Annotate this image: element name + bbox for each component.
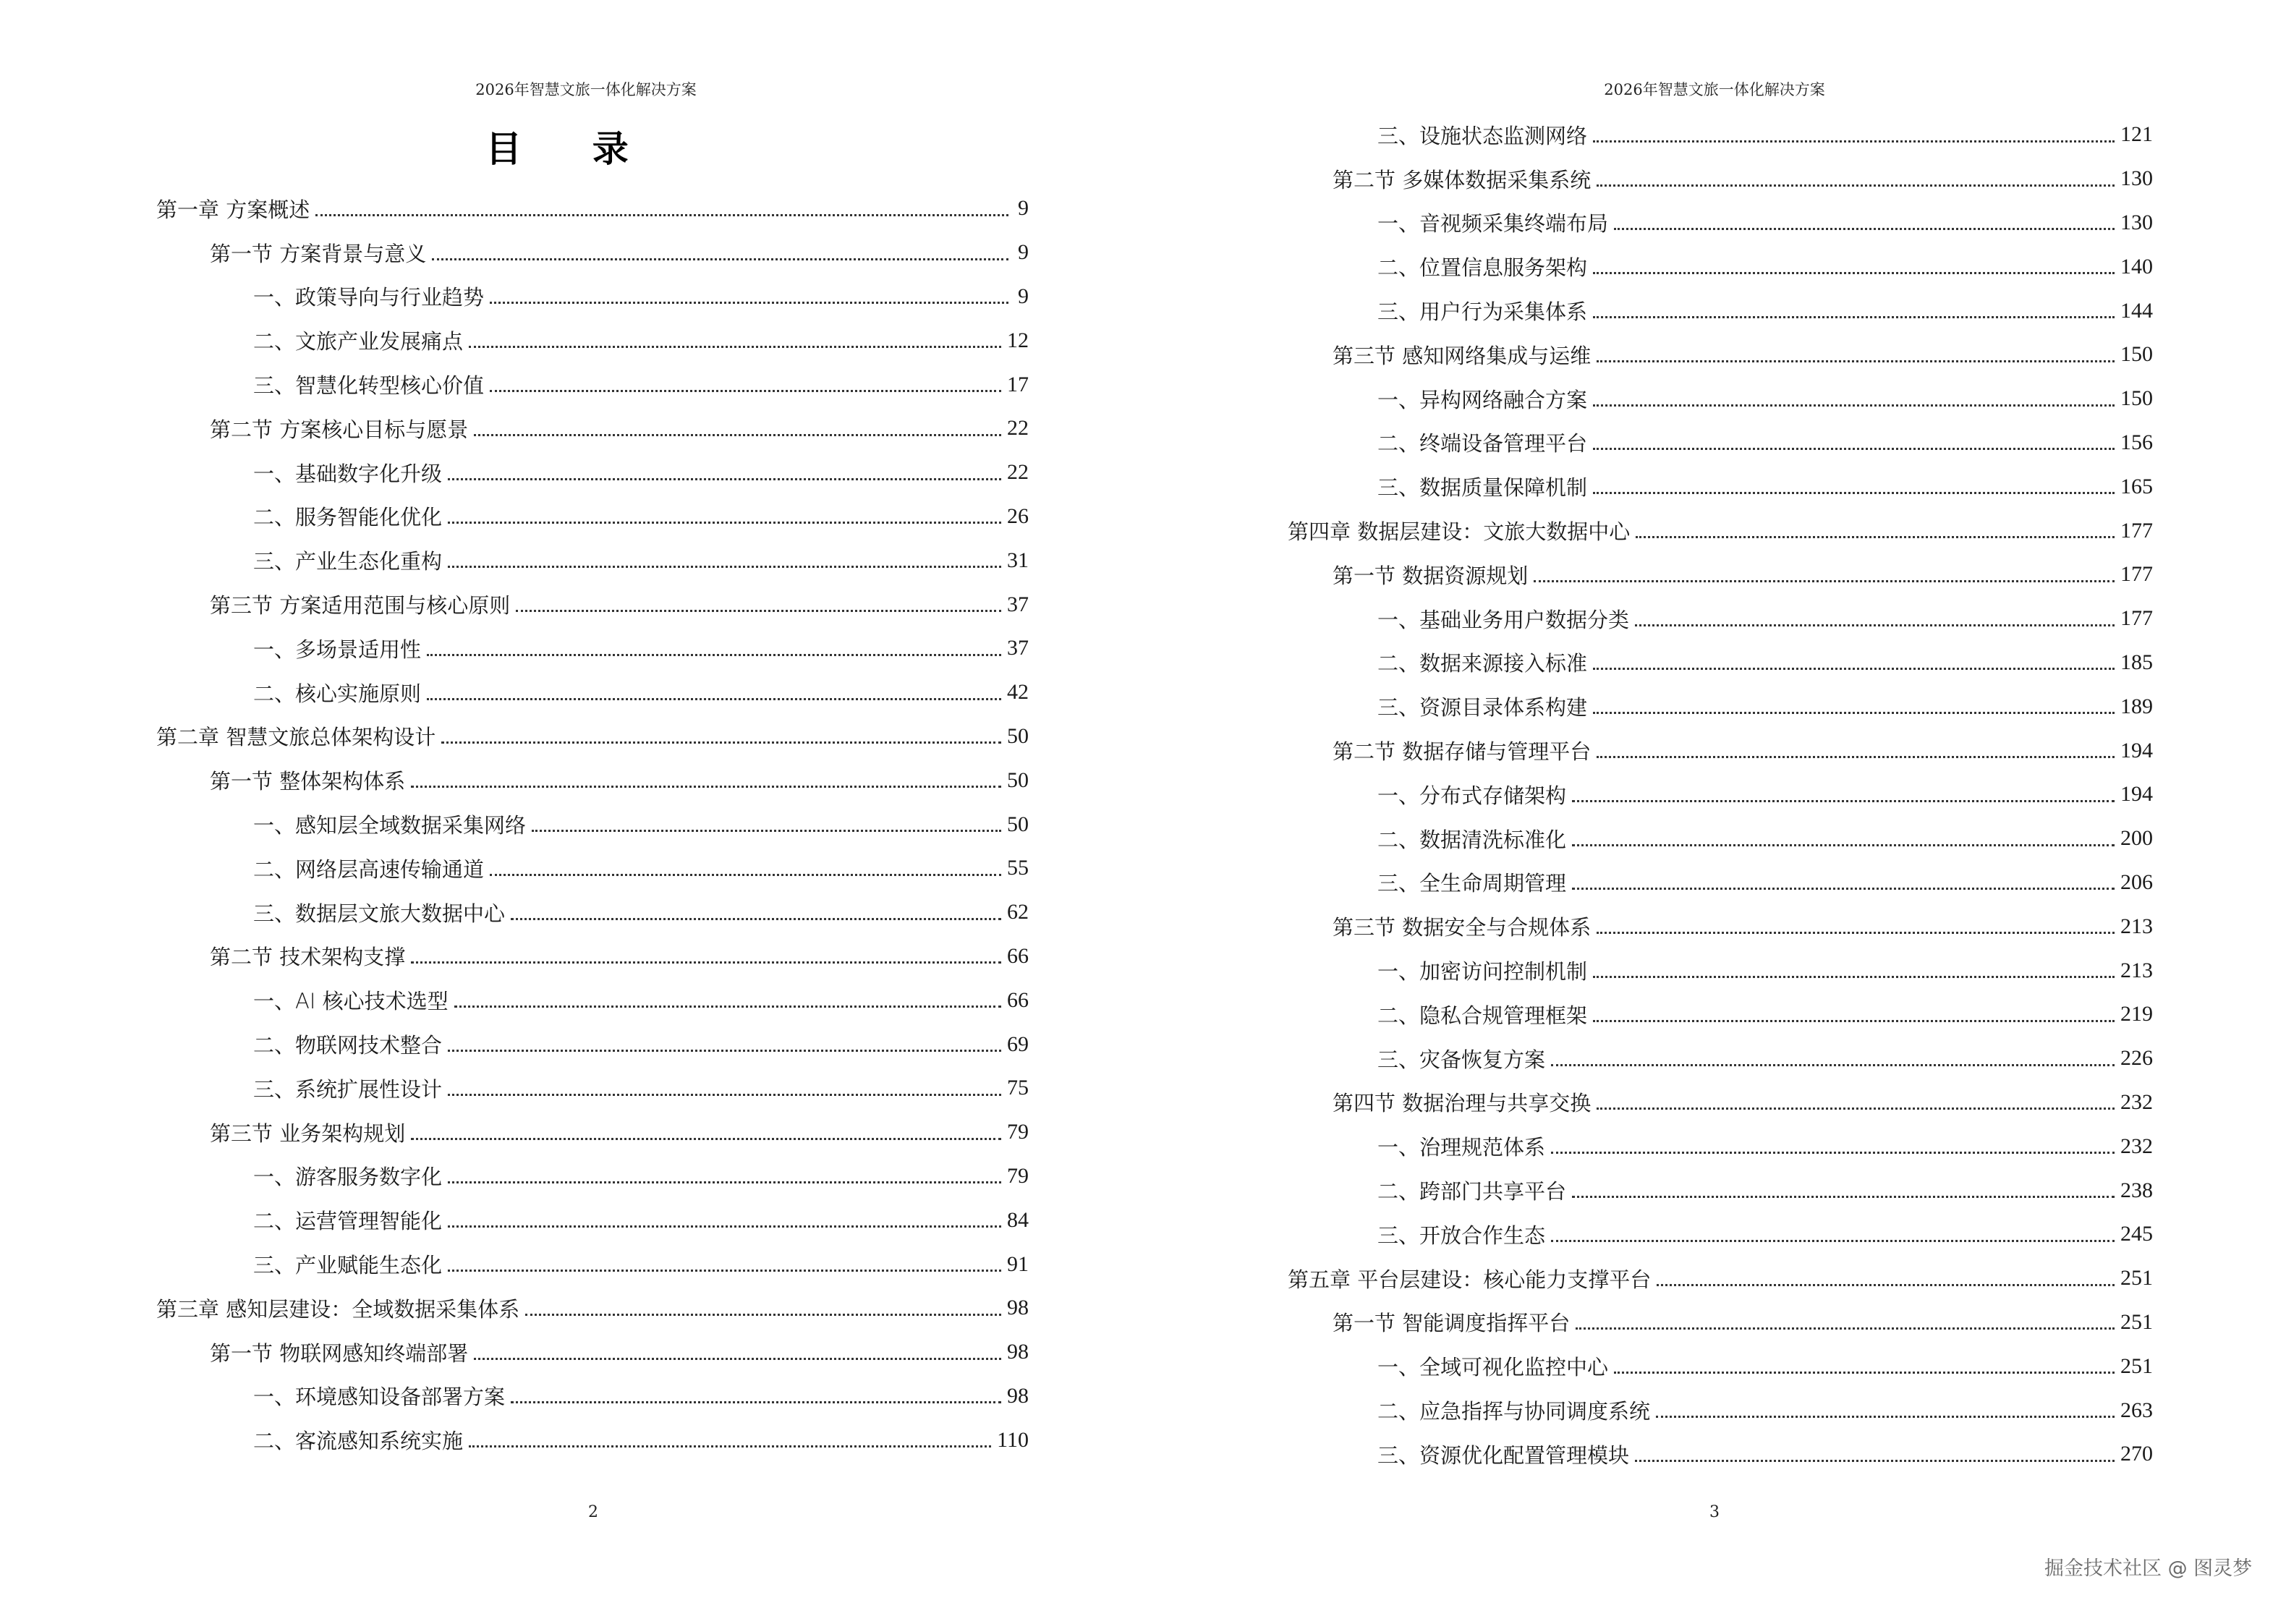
toc-entry-page-number: 177 bbox=[2120, 606, 2153, 631]
dot-leader bbox=[448, 477, 1001, 480]
toc-entry-page-number: 22 bbox=[1007, 416, 1029, 441]
dot-leader bbox=[448, 1093, 1001, 1096]
toc-entry-label: 二、应急指挥与协同调度系统 bbox=[1377, 1399, 1651, 1424]
toc-entry-chapter[interactable] bbox=[1288, 1257, 2153, 1301]
toc-entry-subsection[interactable] bbox=[1288, 464, 2153, 509]
toc-entry-label: 三、设施状态监测网络 bbox=[1377, 123, 1588, 148]
dot-leader bbox=[490, 873, 1001, 876]
toc-entry-subsection[interactable] bbox=[1288, 773, 2153, 817]
toc-entry-page-number: 219 bbox=[2120, 1002, 2153, 1026]
toc-entry-subsection[interactable] bbox=[1288, 1432, 2153, 1476]
toc-entry-page-number: 130 bbox=[2120, 210, 2153, 234]
dot-leader bbox=[1593, 1019, 2115, 1022]
toc-entry-label: 一、全域可视化监控中心 bbox=[1377, 1355, 1609, 1380]
dot-leader bbox=[1534, 579, 2115, 582]
toc-entry-page-number: 31 bbox=[1007, 548, 1029, 572]
toc-entry-section[interactable] bbox=[1288, 553, 2153, 597]
toc-entry-subsection[interactable] bbox=[156, 495, 1029, 539]
toc-entry-subsection[interactable] bbox=[156, 890, 1029, 935]
toc-entry-page-number: 98 bbox=[1007, 1340, 1029, 1364]
toc-entry-section[interactable] bbox=[156, 1330, 1029, 1374]
toc-entry-page-number: 270 bbox=[2120, 1442, 2153, 1466]
toc-entry-label: 第二节 方案核心目标与愿景 bbox=[210, 417, 469, 442]
dot-leader bbox=[490, 389, 1001, 392]
toc-entry-label: 三、产业赋能生态化 bbox=[253, 1253, 443, 1278]
toc-entry-label: 一、基础业务用户数据分类 bbox=[1377, 607, 1630, 632]
dot-leader bbox=[474, 433, 1001, 436]
toc-entry-chapter[interactable] bbox=[156, 715, 1029, 759]
dot-leader bbox=[448, 521, 1001, 524]
toc-entry-label: 二、隐私合规管理框架 bbox=[1377, 1003, 1588, 1028]
toc-entry-page-number: 251 bbox=[2120, 1309, 2153, 1334]
toc-entry-subsection[interactable] bbox=[156, 1242, 1029, 1286]
toc-entry-subsection[interactable] bbox=[156, 318, 1029, 362]
toc-entry-label: 三、数据质量保障机制 bbox=[1377, 475, 1588, 501]
toc-entry-label: 第二节 多媒体数据采集系统 bbox=[1333, 167, 1592, 192]
toc-entry-page-number: 75 bbox=[1007, 1076, 1029, 1100]
toc-entry-subsection[interactable] bbox=[1288, 861, 2153, 905]
toc-entry-label: 第二节 技术架构支撑 bbox=[210, 945, 406, 970]
toc-entry-subsection[interactable] bbox=[156, 1066, 1029, 1110]
toc-entry-subsection[interactable] bbox=[156, 451, 1029, 495]
toc-entry-label: 一、基础数字化升级 bbox=[253, 461, 443, 486]
toc-entry-page-number: 79 bbox=[1007, 1163, 1029, 1188]
toc-entry-label: 第一节 方案背景与意义 bbox=[210, 241, 427, 266]
toc-entry-page-number: 66 bbox=[1007, 987, 1029, 1012]
toc-entry-label: 第一节 物联网感知终端部署 bbox=[210, 1340, 469, 1366]
toc-entry-subsection[interactable] bbox=[156, 846, 1029, 890]
dot-leader bbox=[1593, 491, 2115, 494]
dot-leader bbox=[1572, 799, 2115, 802]
toc-entry-subsection[interactable] bbox=[156, 1418, 1029, 1462]
dot-leader bbox=[1597, 360, 2115, 362]
toc-entry-subsection[interactable] bbox=[156, 538, 1029, 582]
toc-entry-label: 二、终端设备管理平台 bbox=[1377, 431, 1588, 456]
toc-entry-page-number: 98 bbox=[1007, 1296, 1029, 1320]
toc-entry-page-number: 194 bbox=[2120, 782, 2153, 807]
toc-entry-page-number: 232 bbox=[2120, 1089, 2153, 1114]
toc-entry-page-number: 37 bbox=[1007, 636, 1029, 660]
toc-entry-chapter[interactable] bbox=[1288, 509, 2153, 553]
toc-entry-label: 第五章 平台层建设：核心能力支撑平台 bbox=[1288, 1267, 1652, 1292]
toc-entry-subsection[interactable] bbox=[1288, 817, 2153, 861]
toc-entry-label: 三、资源目录体系构建 bbox=[1377, 695, 1588, 720]
dot-leader bbox=[1572, 887, 2115, 890]
toc-entry-subsection[interactable] bbox=[156, 1374, 1029, 1419]
toc-entry-subsection[interactable] bbox=[1288, 684, 2153, 728]
toc-entry-label: 三、产业生态化重构 bbox=[253, 549, 443, 574]
toc-entry-label: 一、政策导向与行业趋势 bbox=[253, 285, 485, 310]
dot-leader bbox=[469, 345, 1001, 348]
toc-entry-page-number: 17 bbox=[1007, 372, 1029, 396]
dot-leader bbox=[516, 609, 1001, 612]
toc-entry-page-number: 12 bbox=[1007, 328, 1029, 352]
toc-entry-page-number: 150 bbox=[2120, 342, 2153, 367]
dot-leader bbox=[315, 213, 1008, 216]
toc-entry-subsection[interactable] bbox=[156, 626, 1029, 671]
toc-entry-subsection[interactable] bbox=[1288, 948, 2153, 992]
dot-leader bbox=[1635, 1459, 2115, 1462]
page-number: 3 bbox=[1709, 1503, 1720, 1521]
toc-entry-page-number: 177 bbox=[2120, 562, 2153, 587]
toc-entry-subsection[interactable] bbox=[1288, 201, 2153, 245]
toc-entry-label: 第三节 数据安全与合规体系 bbox=[1333, 915, 1592, 940]
dot-leader bbox=[1551, 1239, 2115, 1242]
dot-leader bbox=[1572, 843, 2115, 846]
toc-entry-label: 第一章 方案概述 bbox=[156, 197, 310, 222]
toc-entry-label: 第四节 数据治理与共享交换 bbox=[1333, 1091, 1592, 1116]
toc-entry-page-number: 140 bbox=[2120, 254, 2153, 279]
toc-entry-label: 第一节 数据资源规划 bbox=[1333, 563, 1529, 588]
toc-entry-label: 二、文旅产业发展痛点 bbox=[253, 329, 464, 354]
toc-entry-section[interactable] bbox=[156, 231, 1029, 275]
toc-entry-section[interactable] bbox=[1288, 904, 2153, 948]
toc-entry-page-number: 110 bbox=[997, 1427, 1029, 1452]
toc-entry-subsection[interactable] bbox=[156, 671, 1029, 715]
toc-entry-subsection[interactable] bbox=[156, 275, 1029, 319]
toc-entry-chapter[interactable] bbox=[156, 187, 1029, 231]
toc-entry-page-number: 206 bbox=[2120, 870, 2153, 894]
toc-entry-subsection[interactable] bbox=[156, 362, 1029, 407]
dot-leader bbox=[411, 785, 1001, 788]
toc-entry-page-number: 165 bbox=[2120, 474, 2153, 498]
toc-entry-section[interactable] bbox=[156, 1110, 1029, 1155]
toc-entry-label: 一、加密访问控制机制 bbox=[1377, 959, 1588, 985]
toc-entry-page-number: 62 bbox=[1007, 900, 1029, 924]
toc-entry-label: 一、治理规范体系 bbox=[1377, 1135, 1546, 1160]
toc-entry-label: 第四章 数据层建设：文旅大数据中心 bbox=[1288, 519, 1631, 545]
toc-entry-section[interactable] bbox=[156, 935, 1029, 979]
dot-leader bbox=[474, 1357, 1001, 1360]
dot-leader bbox=[427, 697, 1001, 700]
toc-entry-label: 第二节 数据存储与管理平台 bbox=[1333, 739, 1592, 765]
dot-leader bbox=[1551, 1063, 2115, 1066]
toc-entry-label: 三、系统扩展性设计 bbox=[253, 1076, 443, 1102]
toc-entry-page-number: 98 bbox=[1007, 1383, 1029, 1408]
toc-entry-label: 三、资源优化配置管理模块 bbox=[1377, 1442, 1630, 1468]
toc-entry-page-number: 156 bbox=[2120, 430, 2153, 454]
dot-leader bbox=[454, 1005, 1001, 1008]
toc-entry-subsection[interactable] bbox=[156, 802, 1029, 846]
toc-entry-label: 一、游客服务数字化 bbox=[253, 1165, 443, 1190]
toc-entry-label: 第二章 智慧文旅总体架构设计 bbox=[156, 725, 436, 750]
toc-entry-page-number: 9 bbox=[1018, 196, 1029, 221]
toc-entry-section[interactable] bbox=[1288, 157, 2153, 201]
toc-entry-label: 二、位置信息服务架构 bbox=[1377, 255, 1588, 281]
toc-entry-section[interactable] bbox=[156, 758, 1029, 802]
watermark: 掘金技术社区 @ 图灵梦 bbox=[2044, 1557, 2253, 1580]
toc-entry-label: 第三节 方案适用范围与核心原则 bbox=[210, 593, 511, 618]
toc-entry-section[interactable] bbox=[156, 407, 1029, 451]
toc-entry-subsection[interactable] bbox=[1288, 289, 2153, 333]
toc-entry-page-number: 84 bbox=[1007, 1207, 1029, 1232]
toc-entry-label: 第三章 感知层建设：全域数据采集体系 bbox=[156, 1296, 520, 1322]
dot-leader bbox=[1597, 931, 2115, 934]
running-header: 2026年智慧文旅一体化解决方案 bbox=[1604, 81, 1825, 98]
toc-entry-label: 二、数据来源接入标准 bbox=[1377, 651, 1588, 676]
toc-entry-label: 一、感知层全域数据采集网络 bbox=[253, 813, 527, 838]
dot-leader bbox=[1593, 315, 2115, 318]
dot-leader bbox=[441, 741, 1001, 744]
dot-leader bbox=[1593, 667, 2115, 670]
toc-title: 目 录 bbox=[485, 128, 658, 170]
dot-leader bbox=[525, 1313, 1001, 1316]
toc-entry-page-number: 185 bbox=[2120, 650, 2153, 674]
toc-entry-label: 二、运营管理智能化 bbox=[253, 1209, 443, 1234]
toc-entry-page-number: 69 bbox=[1007, 1032, 1029, 1056]
running-header: 2026年智慧文旅一体化解决方案 bbox=[475, 81, 697, 98]
toc-entry-page-number: 79 bbox=[1007, 1120, 1029, 1144]
toc-entry-label: 一、异构网络融合方案 bbox=[1377, 387, 1588, 412]
dot-leader bbox=[411, 1137, 1001, 1140]
toc-entry-label: 第三节 感知网络集成与运维 bbox=[1333, 343, 1592, 368]
toc-entry-label: 一、AI 核心技术选型 bbox=[253, 989, 449, 1014]
dot-leader bbox=[1551, 1151, 2115, 1154]
toc-entry-page-number: 26 bbox=[1007, 503, 1029, 528]
toc-entry-subsection[interactable] bbox=[156, 978, 1029, 1022]
dot-leader bbox=[432, 258, 1008, 260]
toc-entry-label: 三、全生命周期管理 bbox=[1377, 871, 1567, 896]
page-number: 2 bbox=[588, 1503, 598, 1521]
toc-entry-label: 第三节 业务架构规划 bbox=[210, 1121, 406, 1146]
dot-leader bbox=[511, 917, 1001, 920]
dot-leader bbox=[1593, 404, 2115, 407]
toc-entry-section[interactable] bbox=[1288, 333, 2153, 377]
toc-entry-page-number: 91 bbox=[1007, 1251, 1029, 1276]
toc-entry-label: 第一节 智能调度指挥平台 bbox=[1333, 1311, 1571, 1336]
toc-entry-page-number: 213 bbox=[2120, 958, 2153, 982]
toc-entry-label: 二、客流感知系统实施 bbox=[253, 1429, 464, 1454]
toc-entry-label: 二、数据清洗标准化 bbox=[1377, 827, 1567, 852]
toc-entry-page-number: 22 bbox=[1007, 460, 1029, 485]
toc-entry-page-number: 37 bbox=[1007, 592, 1029, 616]
toc-entry-section[interactable] bbox=[1288, 1301, 2153, 1345]
toc-entry-subsection[interactable] bbox=[1288, 1037, 2153, 1081]
dot-leader bbox=[1593, 271, 2115, 274]
toc-entry-subsection[interactable] bbox=[156, 1198, 1029, 1242]
toc-entry-page-number: 121 bbox=[2120, 122, 2153, 147]
dot-leader bbox=[411, 961, 1001, 964]
toc-entry-label: 三、开放合作生态 bbox=[1377, 1223, 1546, 1248]
dot-leader bbox=[469, 1445, 991, 1447]
dot-leader bbox=[532, 829, 1001, 832]
toc-entry-page-number: 50 bbox=[1007, 723, 1029, 748]
toc-entry-label: 三、数据层文旅大数据中心 bbox=[253, 901, 506, 926]
toc-entry-subsection[interactable] bbox=[1288, 1344, 2153, 1388]
toc-entry-subsection[interactable] bbox=[1288, 113, 2153, 157]
toc-entry-page-number: 245 bbox=[2120, 1222, 2153, 1246]
toc-entry-section[interactable] bbox=[1288, 1081, 2153, 1125]
toc-entry-subsection[interactable] bbox=[1288, 421, 2153, 465]
toc-entry-page-number: 42 bbox=[1007, 680, 1029, 705]
toc-entry-subsection[interactable] bbox=[1288, 992, 2153, 1037]
toc-entry-label: 一、环境感知设备部署方案 bbox=[253, 1385, 506, 1410]
toc-entry-section[interactable] bbox=[156, 582, 1029, 626]
dot-leader bbox=[1593, 140, 2115, 143]
toc-entry-page-number: 9 bbox=[1018, 284, 1029, 308]
toc-entry-page-number: 251 bbox=[2120, 1266, 2153, 1291]
toc-entry-subsection[interactable] bbox=[1288, 1212, 2153, 1257]
toc-entry-page-number: 200 bbox=[2120, 826, 2153, 851]
toc-entry-page-number: 66 bbox=[1007, 943, 1029, 968]
toc-entry-subsection[interactable] bbox=[156, 1155, 1029, 1199]
toc-entry-label: 三、灾备恢复方案 bbox=[1377, 1047, 1546, 1072]
toc-entry-page-number: 263 bbox=[2120, 1398, 2153, 1422]
toc-entry-subsection[interactable] bbox=[1288, 1168, 2153, 1212]
toc-entry-page-number: 9 bbox=[1018, 240, 1029, 265]
toc-entry-subsection[interactable] bbox=[1288, 245, 2153, 289]
toc-entry-page-number: 251 bbox=[2120, 1353, 2153, 1378]
toc-entry-subsection[interactable] bbox=[156, 1022, 1029, 1066]
document-page-right bbox=[1143, 0, 2286, 1624]
toc-entry-label: 三、用户行为采集体系 bbox=[1377, 299, 1588, 325]
toc-entry-page-number: 150 bbox=[2120, 386, 2153, 411]
dot-leader bbox=[448, 1049, 1001, 1052]
toc-entry-page-number: 232 bbox=[2120, 1134, 2153, 1158]
toc-entry-label: 第一节 整体架构体系 bbox=[210, 769, 406, 794]
toc-entry-page-number: 130 bbox=[2120, 166, 2153, 191]
dot-leader bbox=[1576, 1327, 2115, 1330]
dot-leader bbox=[490, 301, 1008, 304]
toc-entry-page-number: 213 bbox=[2120, 914, 2153, 938]
toc-list bbox=[1288, 113, 2153, 1476]
toc-entry-label: 二、核心实施原则 bbox=[253, 681, 422, 706]
toc-list bbox=[156, 187, 1029, 1462]
dot-leader bbox=[1597, 1107, 2115, 1110]
dot-leader bbox=[1597, 755, 2115, 758]
dot-leader bbox=[448, 1181, 1001, 1183]
dot-leader bbox=[1572, 1195, 2115, 1198]
dot-leader bbox=[1593, 711, 2115, 714]
dot-leader bbox=[1593, 975, 2115, 978]
toc-entry-section[interactable] bbox=[1288, 728, 2153, 773]
toc-entry-page-number: 189 bbox=[2120, 694, 2153, 718]
dot-leader bbox=[448, 565, 1001, 568]
dot-leader bbox=[1597, 184, 2115, 187]
toc-entry-subsection[interactable] bbox=[1288, 377, 2153, 421]
toc-entry-label: 二、服务智能化优化 bbox=[253, 505, 443, 530]
toc-entry-chapter[interactable] bbox=[156, 1286, 1029, 1330]
dot-leader bbox=[1635, 624, 2115, 626]
toc-entry-page-number: 144 bbox=[2120, 298, 2153, 323]
dot-leader bbox=[1614, 1371, 2115, 1374]
dot-leader bbox=[448, 1269, 1001, 1272]
dot-leader bbox=[1657, 1283, 2115, 1286]
dot-leader bbox=[1593, 447, 2115, 450]
toc-entry-page-number: 55 bbox=[1007, 856, 1029, 880]
dot-leader bbox=[1636, 535, 2115, 538]
dot-leader bbox=[1614, 227, 2115, 230]
toc-entry-label: 二、网络层高速传输通道 bbox=[253, 856, 485, 882]
toc-entry-page-number: 50 bbox=[1007, 768, 1029, 792]
toc-entry-label: 二、物联网技术整合 bbox=[253, 1033, 443, 1058]
dot-leader bbox=[511, 1400, 1001, 1403]
dot-leader bbox=[427, 653, 1001, 656]
toc-entry-page-number: 50 bbox=[1007, 812, 1029, 836]
toc-entry-label: 一、音视频采集终端布局 bbox=[1377, 211, 1609, 237]
toc-entry-page-number: 226 bbox=[2120, 1046, 2153, 1071]
toc-entry-page-number: 194 bbox=[2120, 738, 2153, 762]
toc-entry-subsection[interactable] bbox=[1288, 1124, 2153, 1168]
toc-entry-subsection[interactable] bbox=[1288, 641, 2153, 685]
toc-entry-subsection[interactable] bbox=[1288, 597, 2153, 641]
dot-leader bbox=[1656, 1415, 2115, 1418]
toc-entry-label: 三、智慧化转型核心价值 bbox=[253, 373, 485, 399]
toc-entry-label: 二、跨部门共享平台 bbox=[1377, 1179, 1567, 1204]
toc-entry-subsection[interactable] bbox=[1288, 1388, 2153, 1432]
dot-leader bbox=[448, 1225, 1001, 1228]
toc-entry-label: 一、多场景适用性 bbox=[253, 637, 422, 662]
toc-entry-page-number: 238 bbox=[2120, 1178, 2153, 1202]
toc-entry-label: 一、分布式存储架构 bbox=[1377, 783, 1567, 808]
toc-entry-page-number: 177 bbox=[2120, 518, 2153, 543]
